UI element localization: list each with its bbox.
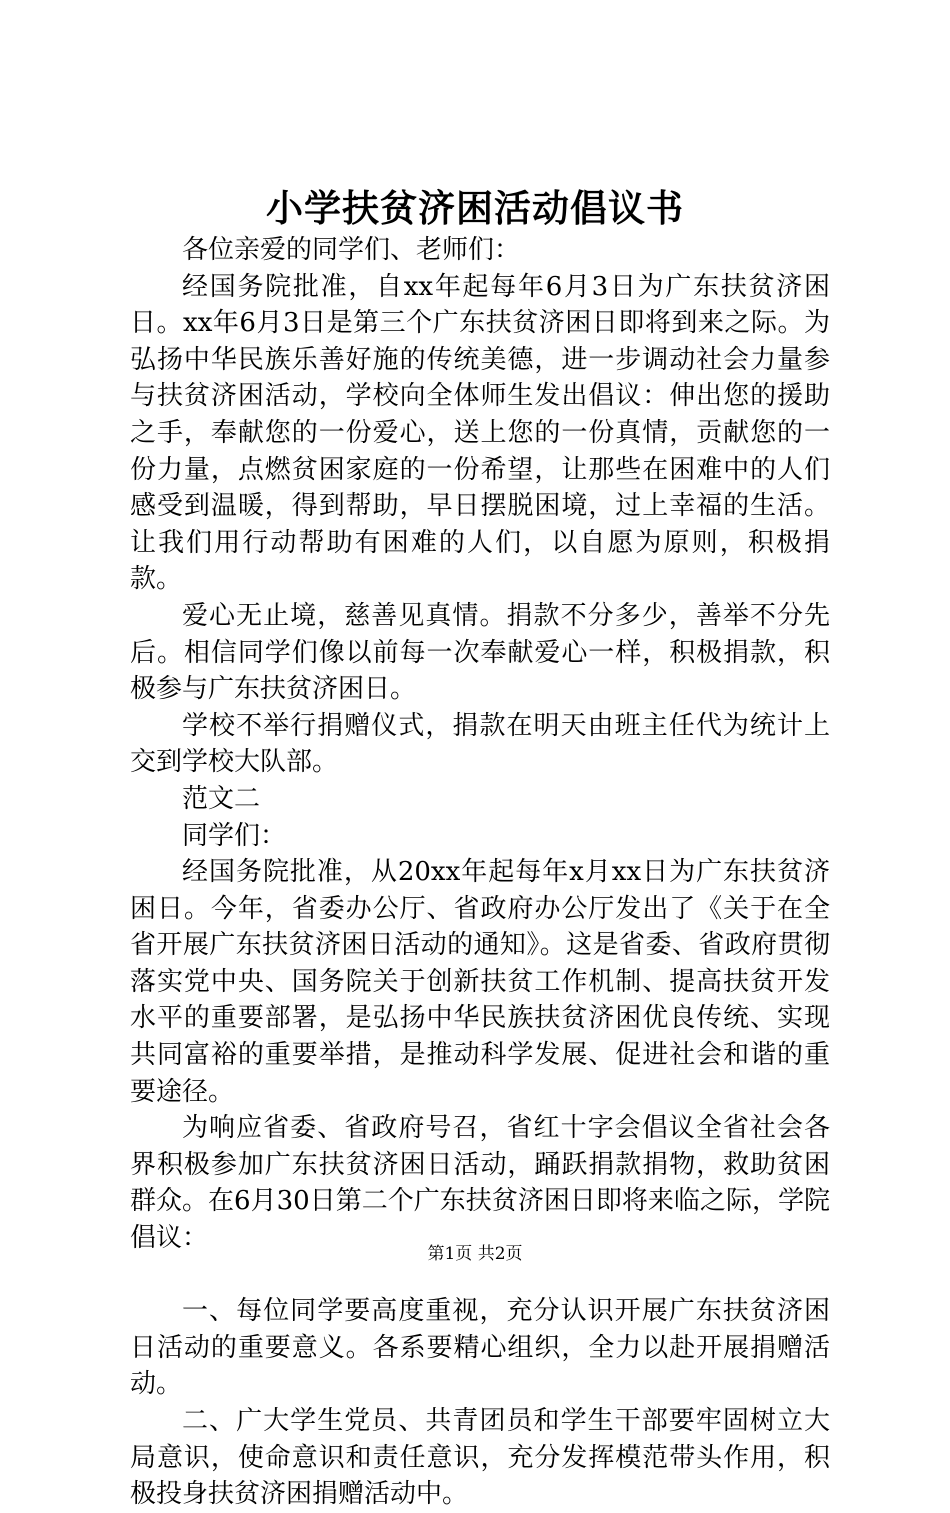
salutation: 同学们： — [182, 820, 287, 851]
paragraph: 经国务院批准，自xx年起每年6月3日为广东扶贫济困日。xx年6月3日是第三个广东扶贫济困日即将到来之际。为弘扬中华民族乐善好施的传统美德，进一步调动社会力量参与扶贫济困活动，学校向全体师生发出倡议：伸出您的援助之手，奉献您的一份爱心，送上您的一份真情，贡献您的一份力量，点燃贫困家庭的一份希望，让那些在困难中的人们感受到温暖，得到帮助，早日摆脱困境，过上幸福的生活。让我们用行动帮助有困难的人们，以自愿为原则，积极捐款。 — [130, 271, 830, 595]
paragraph: 为响应省委、省政府号召，省红十字会倡议全省社会各界积极参加广东扶贫济困日活动，踊跃捐款捐物，救助贫困群众。在6月30日第二个广东扶贫济困日即将来临之际，学院倡议： — [130, 1113, 830, 1254]
section-heading: 范文二 — [182, 783, 261, 814]
document-title: 小学扶贫济困活动倡议书 — [266, 186, 684, 230]
paragraph: 经国务院批准，从20xx年起每年x月xx日为广东扶贫济困日。今年，省委办公厅、省政府办公厅发出了《关于在全省开展广东扶贫济困日活动的通知》。这是省委、省政府贯彻落实党中央、国务院关于创新扶贫工作机制、提高扶贫开发水平的重要部署，是弘扬中华民族扶贫济困优良传统、实现共同富裕的重要举措，是推动科学发展、促进社会和谐的重要途径。 — [130, 857, 830, 1107]
document-body — [130, 232, 830, 1513]
salutation: 各位亲爱的同学们、老师们： — [182, 235, 521, 265]
paragraph: 爱心无止境，慈善见真情。捐款不分多少，善举不分先后。相信同学们像以前每一次奉献爱心一样，积极捐款，积极参与广东扶贫济困日。 — [130, 600, 830, 705]
paragraph: 二、广大学生党员、共青团员和学生干部要牢固树立大局意识，使命意识和责任意识，充分发挥模范带头作用，积极投身扶贫济困捐赠活动中。 — [130, 1406, 830, 1510]
page-number: 第1页 共2页 — [427, 1244, 523, 1264]
paragraph: 一、每位同学要高度重视，充分认识开展广东扶贫济困日活动的重要意义。各系要精心组织，全力以赴开展捐赠活动。 — [130, 1296, 830, 1400]
paragraph: 学校不举行捐赠仪式，捐款在明天由班主任代为统计上交到学校大队部。 — [130, 710, 830, 778]
